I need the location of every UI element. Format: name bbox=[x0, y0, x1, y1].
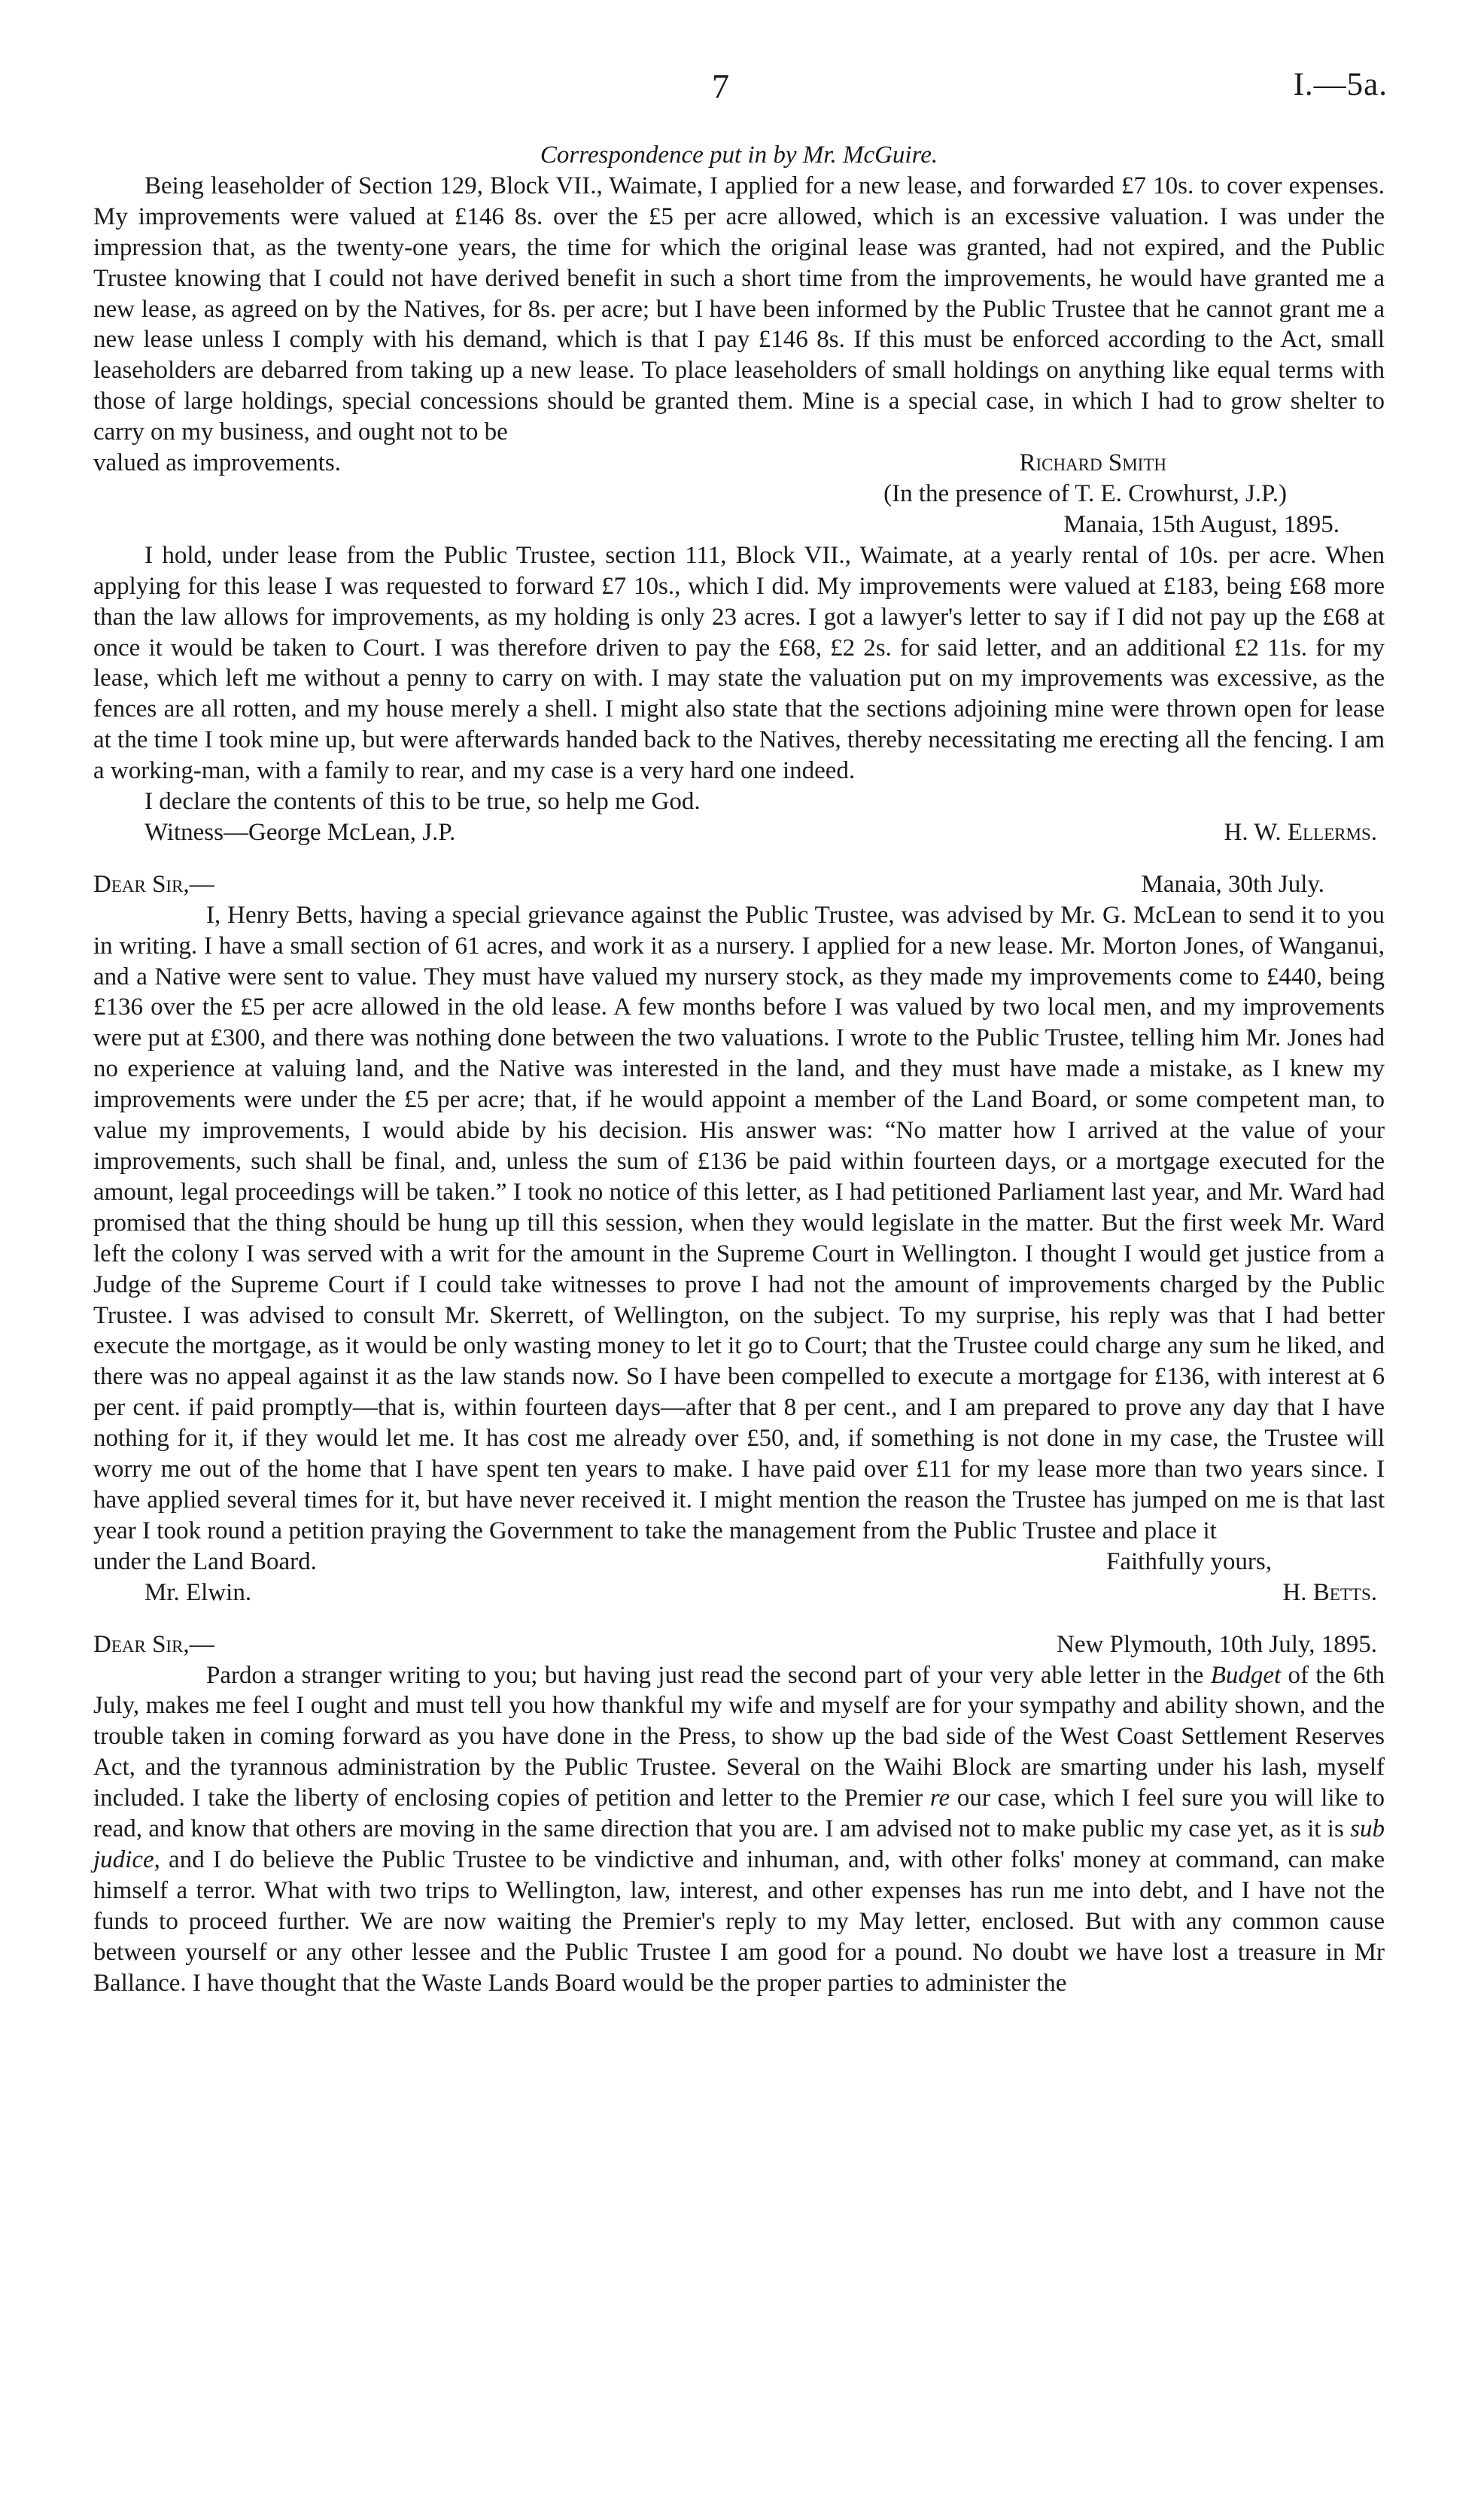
letter1-signature: Richard Smith bbox=[1019, 449, 1166, 477]
letter3-last-line: under the Land Board. bbox=[93, 1547, 317, 1575]
letter1-last-line: valued as improvements. bbox=[93, 449, 342, 477]
newspaper-title-budget: Budget bbox=[1210, 1661, 1282, 1689]
document-reference: I.—5a. bbox=[1293, 67, 1388, 102]
letter1-witness: (In the presence of T. E. Crowhurst, J.P.) bbox=[883, 479, 1287, 507]
letter3-closing: Faithfully yours, bbox=[1106, 1547, 1272, 1575]
letter3-body: I, Henry Betts, having a special grievance against the Public Trustee, was advised by Mr. G. McLean to send it to you in writing. I have a small section of 61 acres, and work it as a nursery. I applied for a new lease. Mr. Morton Jones, of Wanganui, and a Native were sent to value. They must have valued my nursery stock, as they made my improvements come to £440, being £136 over the £5 per acre allowed in the old lease. A few months before I was valued by two local men, and my improvements were put at £300, and there was nothing done between the two valuations. I wrote to the Public Trustee, telling him Mr. Jones had no experience at valuing land, and the Native was interested in the land, and they must have made a mistake, as I knew my improvements were under the £5 per acre; that, if he would appoint a member of the Land Board, or some competent man, to value my improvements, I would abide by his decision. His answer was: “No matter how I arrived at the value of your improvements, such shall be final, and, unless the sum of £136 be paid within fourteen days, or a mortgage executed for the amount, legal proceedings will be taken.” I took no notice of this letter, as I had petitioned Parliament last year, and Mr. Ward had promised that the thing should be hung up till this session, when they would legislate in the matter. But the first week Mr. Ward left the colony I was served with a writ for the amount in the Supreme Court in Wellington. I thought I would get justice from a Judge of the Supreme Court if I could take witnesses to prove I had not the amount of improvements charged by the Public Trustee. I was advised to consult Mr. Skerrett, of Wellington, on the subject. To my surprise, his reply was that I had better execute the mortgage, as it would be only wasting money to let it go to Court; that the Trustee could charge any sum he liked, and there was no appeal against it as the law stands now. So I have been compelled to execute a mortgage for £136, with interest at 6 per cent. if paid promptly—that is, within fourteen days—after that 8 per cent., and I am prepared to prove any day that I have nothing for it, if they would let me. It has cost me already over £50, and, if something is not done in my case, the Trustee will worry me out of the home that I have spent ten years to make. I have paid over £11 for my lease more than two years since. I have applied several times for it, but have never received it. I might mention the reason the Trustee has jumped on me is that last year I took round a petition praying the Government to take the management from the Public Trustee and place it bbox=[93, 901, 1385, 1544]
letter3-salutation: Dear Sir,— bbox=[93, 870, 214, 898]
letter4-body-part2: of the 6th July, makes me feel I ought and must tell you how thankful my wife and myself are for your sympathy and ability shown, and the trouble taken in coming forward as you have done in the Press, to show up the bad side of the West Coast Settlement Reserves Act, and the tyrannous administration by the Public Trustee. Several on the Waihi Block are smarting under his lash, myself included. I take the liberty of enclosing copies of petition and letter to the Premier bbox=[93, 1661, 1385, 1812]
letter1-place-date: Manaia, 15th August, 1895. bbox=[1063, 510, 1340, 538]
letter4-heading bbox=[93, 1629, 1385, 1660]
page-header bbox=[0, 66, 1484, 111]
letter4-place-date: New Plymouth, 10th July, 1895. bbox=[1057, 1630, 1377, 1658]
sub-judice-term: sub judice bbox=[93, 1815, 1385, 1873]
letter3-signature: H. Betts. bbox=[1282, 1578, 1377, 1606]
letter4-body-part1: Pardon a stranger writing to you; but having just read the second part of your very able letter in the bbox=[206, 1661, 1204, 1689]
letter4-body-part3: our case, which I feel sure you will like to read, and know that others are moving in the same direction that you are. I am advised not to make public my case yet, as it is bbox=[93, 1785, 1385, 1843]
letter3-place-date: Manaia, 30th July. bbox=[1141, 870, 1324, 898]
letter1-body: Being leaseholder of Section 129, Block VII., Waimate, I applied for a new lease, and forwarded £7 10s. to cover expenses. My improvements were valued at £146 8s. over the £5 per acre allowed, which is an excessive valuation. I was under the impression that, as the twenty-one years, the time for which the original lease was granted, had not expired, and the Public Trustee knowing that I could not have derived benefit in such a short time from the improvements, he would have granted me a new lease, as agreed on by the Natives, for 8s. per acre; but I have been informed by the Public Trustee that he cannot grant me a new lease unless I comply with his demand, which is that I pay £146 8s. If this must be enforced according to the Act, small leaseholders are debarred from taking up a new lease. To place leaseholders of small holdings on anything like equal terms with those of large holdings, special concessions should be granted them. Mine is a special case, in which I had to grow shelter to carry on my business, and ought not to be bbox=[93, 172, 1385, 446]
letter2-witness: Witness—George McLean, J.P. bbox=[144, 818, 456, 846]
letter3-addressee: Mr. Elwin. bbox=[144, 1578, 252, 1606]
re-term: re bbox=[929, 1785, 950, 1812]
letter1-signoff bbox=[93, 448, 1385, 479]
letter3-closing-row bbox=[93, 1547, 1385, 1578]
letter2-declaration: I declare the contents of this to be true, so help me God. bbox=[144, 788, 701, 816]
letter3-heading bbox=[93, 869, 1385, 900]
section-title: Correspondence put in by Mr. McGuire. bbox=[540, 141, 938, 169]
letter2-signoff bbox=[93, 817, 1385, 848]
page-number: 7 bbox=[712, 67, 729, 105]
letter2-signature: H. W. Ellerms. bbox=[1224, 818, 1377, 846]
letter2-body: I hold, under lease from the Public Trustee, section 111, Block VII., Waimate, at a yearly rental of 10s. per acre. When applying for this lease I was requested to forward £7 10s., which I did. My improvements were valued at £183, being £68 more than the law allows for improvements, as my holding is only 23 acres. I got a lawyer's letter to say if I did not pay up the £68 at once it would be taken to Court. I was therefore driven to pay the £68, £2 2s. for said letter, and an additional £2 11s. for my lease, which left me without a penny to carry on with. I may state the valuation put on my improvements was excessive, as the fences are all rotten, and my house merely a shell. I might also state that the sections adjoining mine were thrown open for lease at the time I took mine up, but were afterwards handed back to the Natives, thereby necessitating me erecting all the fencing. I am a working-man, with a family to rear, and my case is a very hard one indeed. bbox=[93, 541, 1385, 785]
letter4-body-part4: , and I do believe the Public Trustee to be vindictive and inhuman, and, with other folks' money at command, can make himself a terror. What with two trips to Wellington, law, interest, and other expenses has run me into debt, and I have not the funds to proceed further. We are now waiting the Premier's reply to my May letter, enclosed. But with any common cause between yourself or any other lessee and the Public Trustee I am good for a pound. No doubt we have lost a treasure in Mr Ballance. I have thought that the Waste Lands Board would be the proper parties to administer the bbox=[93, 1845, 1385, 1997]
letter3-signoff bbox=[93, 1578, 1385, 1608]
letter4-salutation: Dear Sir,— bbox=[93, 1630, 214, 1658]
letter4-body bbox=[93, 1660, 1385, 1999]
document-body bbox=[93, 140, 1385, 1998]
